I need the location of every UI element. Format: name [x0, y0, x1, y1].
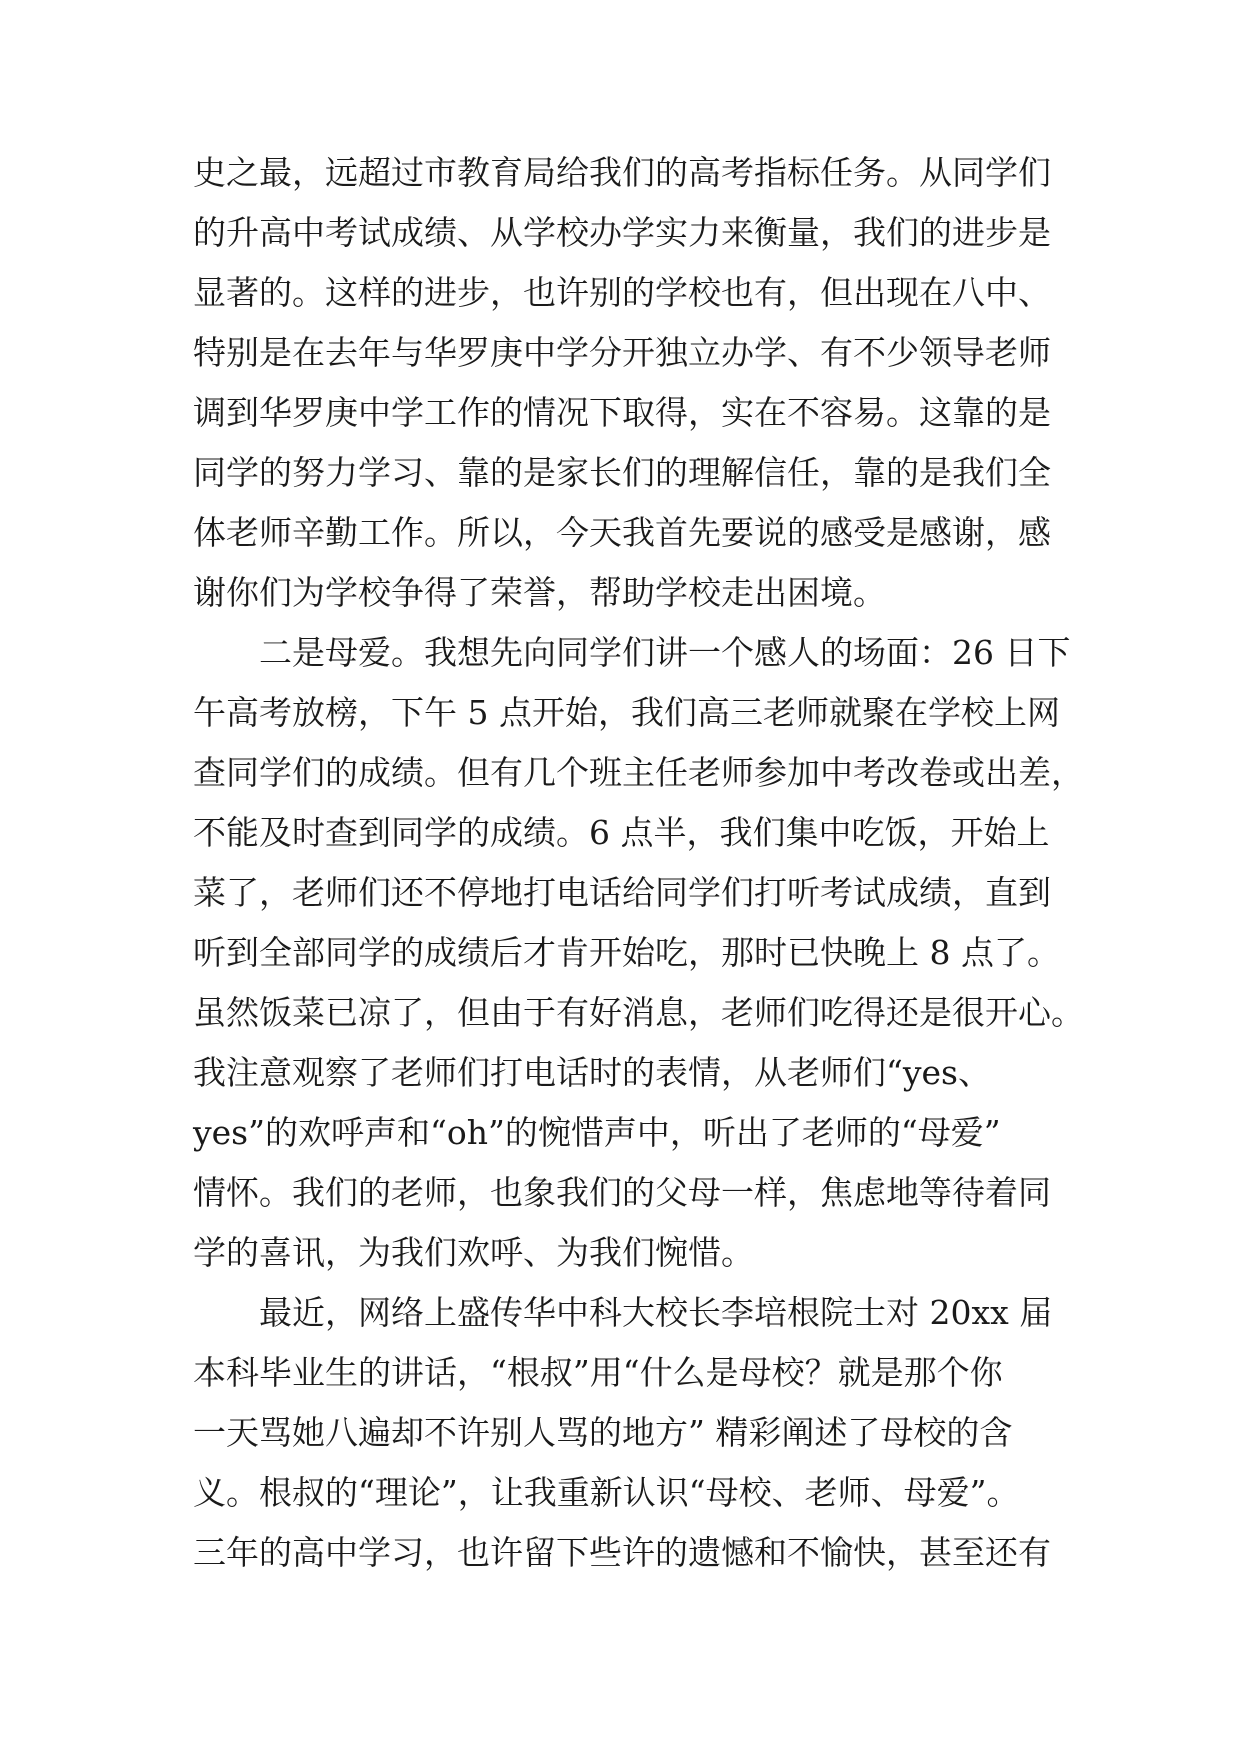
text-line: 特别是在去年与华罗庚中学分开独立办学、有不少领导老师	[193, 333, 1051, 372]
text-line: 义。根叔的“理论”，让我重新认识“母校、老师、母爱”。	[193, 1473, 1020, 1512]
text-line: 我注意观察了老师们打电话时的表情，从老师们“yes、	[193, 1053, 991, 1092]
text-line: 查同学们的成绩。但有几个班主任老师参加中考改卷或出差，	[193, 753, 1084, 792]
text-line: yes”的欢呼声和“oh”的惋惜声中，听出了老师的“母爱”	[193, 1113, 1001, 1152]
text-line: 显著的。这样的进步，也许别的学校也有，但出现在八中、	[193, 273, 1051, 312]
text-line: 调到华罗庚中学工作的情况下取得，实在不容易。这靠的是	[193, 393, 1051, 432]
text-line: 虽然饭菜已凉了，但由于有好消息，老师们吃得还是很开心。	[193, 993, 1084, 1032]
text-line: 情怀。我们的老师，也象我们的父母一样，焦虑地等待着同	[193, 1173, 1051, 1212]
text-line: 菜了，老师们还不停地打电话给同学们打听考试成绩，直到	[193, 873, 1051, 912]
text-line: 的升高中考试成绩、从学校办学实力来衡量，我们的进步是	[193, 213, 1051, 252]
text-line: 三年的高中学习，也许留下些许的遗憾和不愉快，甚至还有	[193, 1533, 1051, 1572]
text-line: 不能及时查到同学的成绩。6 点半，我们集中吃饭，开始上	[193, 813, 1050, 852]
text-line: 体老师辛勤工作。所以，今天我首先要说的感受是感谢，感	[193, 513, 1051, 552]
text-line: 午高考放榜，下午 5 点开始，我们高三老师就聚在学校上网	[193, 693, 1060, 732]
text-line: 本科毕业生的讲话，“根叔”用“什么是母校？就是那个你	[193, 1353, 1003, 1392]
paragraph-start-line: 二是母爱。我想先向同学们讲一个感人的场面：26 日下	[193, 633, 1071, 672]
text-line: 一天骂她八遍却不许别人骂的地方” 精彩阐述了母校的含	[193, 1413, 1013, 1452]
paragraph-start-line: 最近，网络上盛传华中科大校长李培根院士对 20xx 届	[193, 1293, 1053, 1332]
text-line: 史之最，远超过市教育局给我们的高考指标任务。从同学们	[193, 153, 1051, 192]
text-line: 听到全部同学的成绩后才肯开始吃，那时已快晚上 8 点了。	[193, 933, 1060, 972]
text-line: 学的喜讯，为我们欢呼、为我们惋惜。	[193, 1233, 754, 1272]
text-line: 同学的努力学习、靠的是家长们的理解信任，靠的是我们全	[193, 453, 1051, 492]
body-text	[193, 143, 1084, 1583]
text-line: 谢你们为学校争得了荣誉，帮助学校走出困境。	[193, 573, 886, 612]
